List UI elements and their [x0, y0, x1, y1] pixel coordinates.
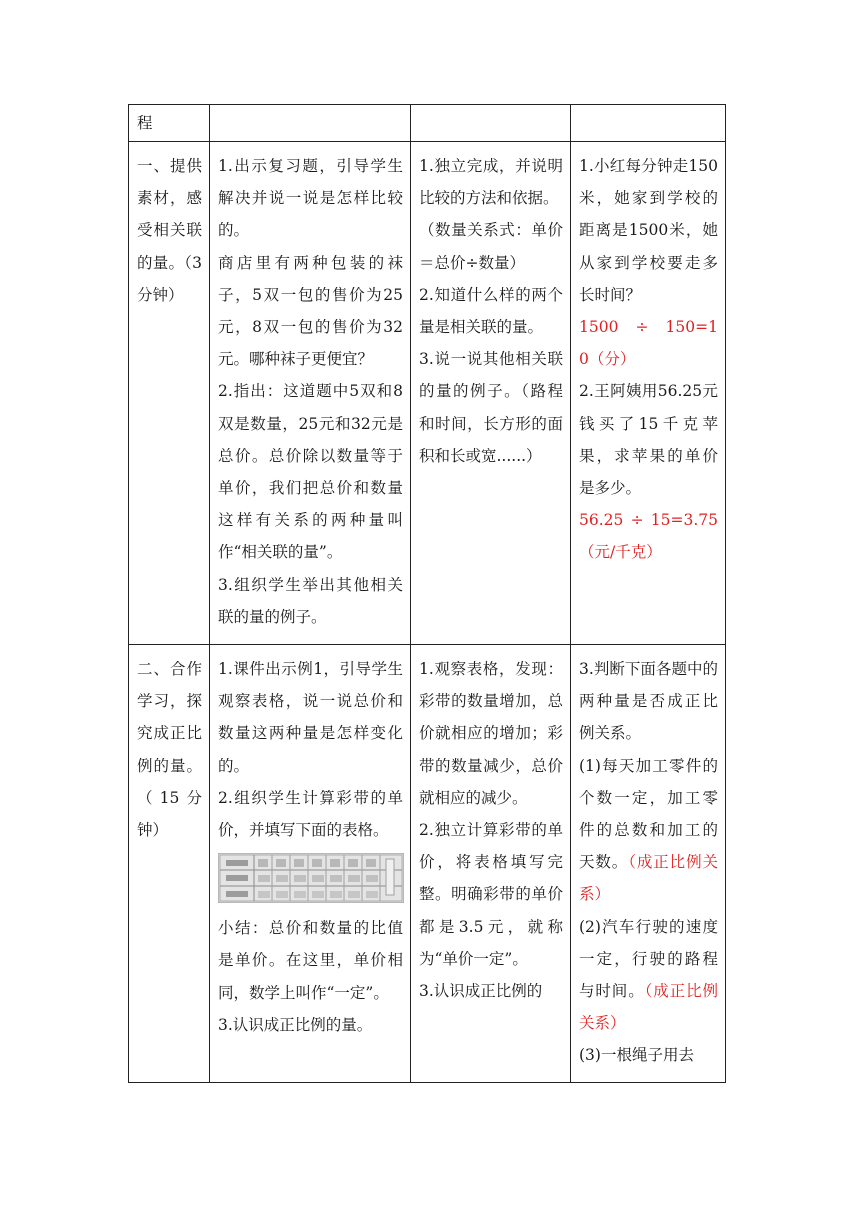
stage-title: 一、提供素材，感受相关联的量。（3分钟）	[137, 157, 202, 304]
exercise-item-text: (2)汽车行驶的速度一定，行驶的路程与时间。	[579, 917, 718, 1001]
student-step: 3.认识成正比例的	[419, 982, 543, 1001]
exercise-question: 3.判断下面各题中的两种量是否成正比例关系。	[579, 660, 718, 743]
header-cell-stage: 程	[129, 105, 210, 142]
teacher-step: 3.认识成正比例的量。	[218, 1015, 373, 1034]
header-cell-teacher	[210, 105, 411, 142]
exercise-answer: （成正比例关系）	[579, 853, 718, 904]
teacher-step: 2.组织学生计算彩带的单价，并填写下面的表格。	[218, 788, 403, 840]
student-formula: （数量关系式：单价＝总价÷数量）	[419, 221, 563, 272]
ribbon-price-table-image	[218, 853, 404, 903]
lesson-plan-table	[128, 104, 726, 1083]
student-step: 2.独立计算彩带的单价，将表格填写完整。明确彩带的单价都是3.5元，就称为“单价一定”。	[419, 821, 563, 968]
teacher-step: 2.指出：这道题中5双和8双是数量，25元和32元是总价。总价除以数量等于单价，我们把总价和数量这样有关系的两种量叫作“相关联的量”。	[218, 382, 403, 562]
teacher-problem: 商店里有两种包装的袜子，5双一包的售价为25元，8双一包的售价为32元。哪种袜子更便宜？	[218, 253, 403, 369]
stage-cell-1	[129, 142, 210, 645]
table-row	[129, 645, 726, 1083]
exercise-cell-1	[571, 142, 726, 645]
student-activity-cell-1	[411, 142, 571, 645]
student-activity-cell-2	[411, 645, 571, 1083]
student-step: 1.独立完成，并说明比较的方法和依据。	[419, 157, 563, 208]
teacher-activity-cell-2	[210, 645, 411, 1083]
student-step: 3.说一说其他相关联的量的例子。（路程和时间，长方形的面积和长或宽......）	[419, 350, 563, 465]
header-cell-exercise	[571, 105, 726, 142]
exercise-item-text: (1)每天加工零件的个数一定，加工零件的总数和加工的天数。	[579, 756, 718, 872]
teacher-summary: 小结：总价和数量的比值是单价。在这里，单价相同，数学上叫作“一定”。	[218, 919, 403, 1002]
exercise-item: (3)一根绳子用去	[579, 1046, 694, 1065]
exercise-answer: 1500 ÷ 150=10（分）	[579, 318, 718, 369]
table-row	[129, 105, 726, 142]
exercise-answer: （成正比例关系）	[579, 982, 718, 1033]
exercise-cell-2	[571, 645, 726, 1083]
exercise-question: 1.小红每分钟走150米，她家到学校的距离是1500米，她从家到学校要走多长时间？	[579, 157, 718, 304]
exercise-answer: 56.25 ÷ 15=3.75（元/千克）	[579, 511, 718, 562]
exercise-item	[579, 911, 718, 1040]
exercise-item	[579, 750, 718, 911]
stage-title: 二、合作学习，探究成正比例的量。（15分钟）	[137, 660, 202, 840]
teacher-step: 1.出示复习题，引导学生解决并说一说是怎样比较的。	[218, 157, 403, 240]
student-step: 2.知道什么样的两个量是相关联的量。	[419, 285, 563, 337]
teacher-step: 1.课件出示例1，引导学生观察表格，说一说总价和数量这两种量是怎样变化的。	[218, 660, 403, 775]
table-row	[129, 142, 726, 645]
teacher-activity-cell-1	[210, 142, 411, 645]
stage-cell-2	[129, 645, 210, 1083]
header-cell-student	[411, 105, 571, 142]
teacher-step: 3.组织学生举出其他相关联的量的例子。	[218, 575, 403, 626]
student-step: 1.观察表格，发现：彩带的数量增加，总价就相应的增加；彩带的数量减少，总价就相应的减少。	[419, 660, 563, 807]
exercise-question: 2.王阿姨用56.25元钱买了15千克苹果，求苹果的单价是多少。	[579, 382, 718, 498]
